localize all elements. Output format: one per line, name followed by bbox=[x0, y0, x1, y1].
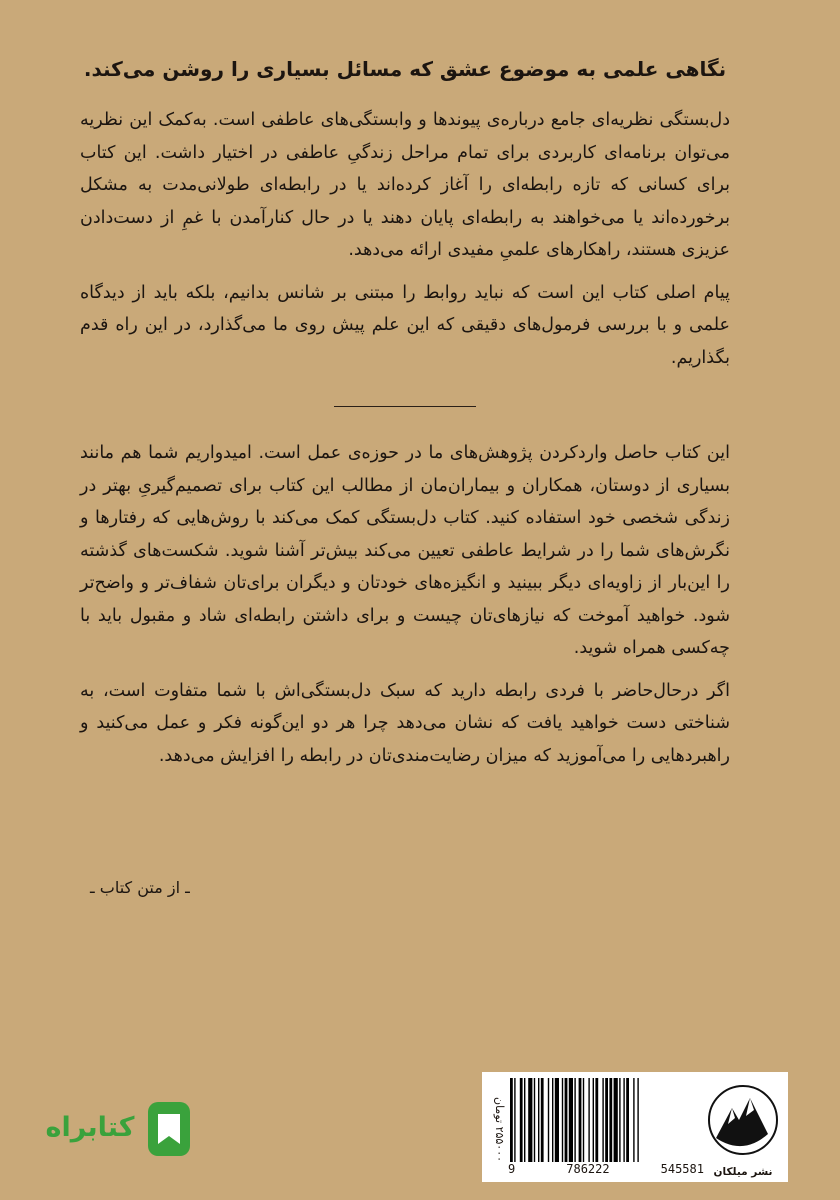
isbn-group-1: 786222 bbox=[566, 1162, 610, 1176]
barcode-bar bbox=[633, 1078, 634, 1162]
barcode-bar bbox=[626, 1078, 629, 1162]
divider bbox=[334, 406, 476, 407]
barcode-bar bbox=[524, 1078, 525, 1162]
blurb bbox=[80, 52, 730, 782]
barcode-bar bbox=[583, 1078, 584, 1162]
barcode-bar bbox=[579, 1078, 582, 1162]
isbn-barcode bbox=[508, 1078, 704, 1162]
price-label: ۲۵۵۰۰۰ تومان bbox=[493, 1096, 506, 1162]
barcode-bar bbox=[565, 1078, 568, 1162]
barcode-bar bbox=[595, 1078, 598, 1162]
isbn-prefix: 9 bbox=[508, 1162, 516, 1176]
barcode-bar bbox=[538, 1078, 539, 1162]
blurb-paragraph: پیام اصلی کتاب این است که نباید روابط را مبتنی بر شانس بدانیم، بلکه باید از دیدگاه علمی و با بررسی فرمول‌های دقیقی که این علم پیش روی ما می‌گذارد، در این راه قدم بگذاریم. bbox=[80, 282, 730, 368]
barcode-bar bbox=[514, 1078, 515, 1162]
barcode-bar bbox=[541, 1078, 544, 1162]
barcode-bar bbox=[605, 1078, 608, 1162]
store-name: کتابراه bbox=[45, 1112, 135, 1143]
publisher-mountain-logo bbox=[706, 1080, 780, 1168]
source-label: ـ از متن کتاب ـ bbox=[90, 878, 190, 897]
barcode-bar bbox=[637, 1078, 638, 1162]
barcode-bar bbox=[623, 1078, 624, 1162]
barcode-bar bbox=[528, 1078, 532, 1162]
barcode-bar bbox=[569, 1078, 573, 1162]
barcode-bar bbox=[609, 1078, 612, 1162]
excerpt-paragraph: اگر درحال‌حاضر با فردی رابطه دارید که سبک دل‌بستگی‌اش با شما متفاوت است، به شناختی دست خواهید یافت که نشان می‌دهد چرا هر دو این‌گونه فکر و عمل می‌کنید و راهبردهایی را می‌آموزید که میزان رضایت‌مندی‌تان در رابطه را افزایش می‌دهد. bbox=[80, 680, 730, 766]
barcode-panel bbox=[482, 1072, 788, 1182]
barcode-bar bbox=[574, 1078, 575, 1162]
blurb-paragraph: دل‌بستگی نظریه‌ای جامع درباره‌ی پیوندها و وابستگی‌های عاطفی است. به‌کمک این نظریه می‌توان برنامه‌ای کاربردی برای تمام مراحل زندگیِ عاطفی در اختیار داشت. این کتاب برای کسانی که تازه رابطه‌ای را آغاز کرده‌اند یا در رابطه‌ای طولانی‌مدت به مشکل برخورده‌اند یا می‌خواهند به رابطه‌ای پایان دهند یا در حال کنارآمدن با غمِ از دست‌دادن عزیزی هستند، راهکارهای علمیِ مفیدی ارائه می‌دهد. bbox=[80, 110, 730, 260]
publisher-name: نشر میلکان bbox=[713, 1166, 773, 1178]
barcode-bar bbox=[548, 1078, 549, 1162]
barcode-bar bbox=[602, 1078, 603, 1162]
barcode-bar bbox=[562, 1078, 563, 1162]
barcode-bar bbox=[619, 1078, 620, 1162]
source-note bbox=[90, 878, 190, 897]
barcode-bar bbox=[614, 1078, 618, 1162]
barcode-bar bbox=[520, 1078, 523, 1162]
barcode-bar bbox=[588, 1078, 589, 1162]
isbn-group-2: 545581 bbox=[660, 1162, 704, 1176]
excerpt-paragraph: این کتاب حاصل واردکردن پژوهش‌های ما در حوزه‌ی عمل است. امیدواریم شما هم مانند بسیاری از دوستان، همکاران و بیماران‌مان از مطالب این کتاب برای تصمیم‌گیریِ بهتر در زندگی شخصی خود استفاده کنید. کتاب دل‌بستگی کمک می‌کند با روش‌هایی که رفتارها و نگرش‌های شما را در شرایط عاطفی تعیین می‌کند بیش‌تر آشنا شوید. شکست‌های گذشته را این‌بار از زاویه‌ای دیگر ببینید و انگیزه‌های خودتان و دیگران برای‌تان شفاف‌تر و واضح‌تر شود. خواهید آموخت که نیازهای‌تان چیست و برای داشتن رابطه‌ای شاد و مقبول باید با چه‌کسی همراه شوید. bbox=[80, 443, 730, 658]
headline: نگاهی علمی به موضوع عشق که مسائل بسیاری را روشن می‌کند. bbox=[83, 57, 727, 81]
barcode-bar bbox=[552, 1078, 553, 1162]
barcode-bar bbox=[555, 1078, 559, 1162]
isbn-number bbox=[508, 1162, 704, 1176]
barcode-bar bbox=[534, 1078, 535, 1162]
barcode-bar bbox=[593, 1078, 594, 1162]
barcode-bar bbox=[510, 1078, 513, 1162]
